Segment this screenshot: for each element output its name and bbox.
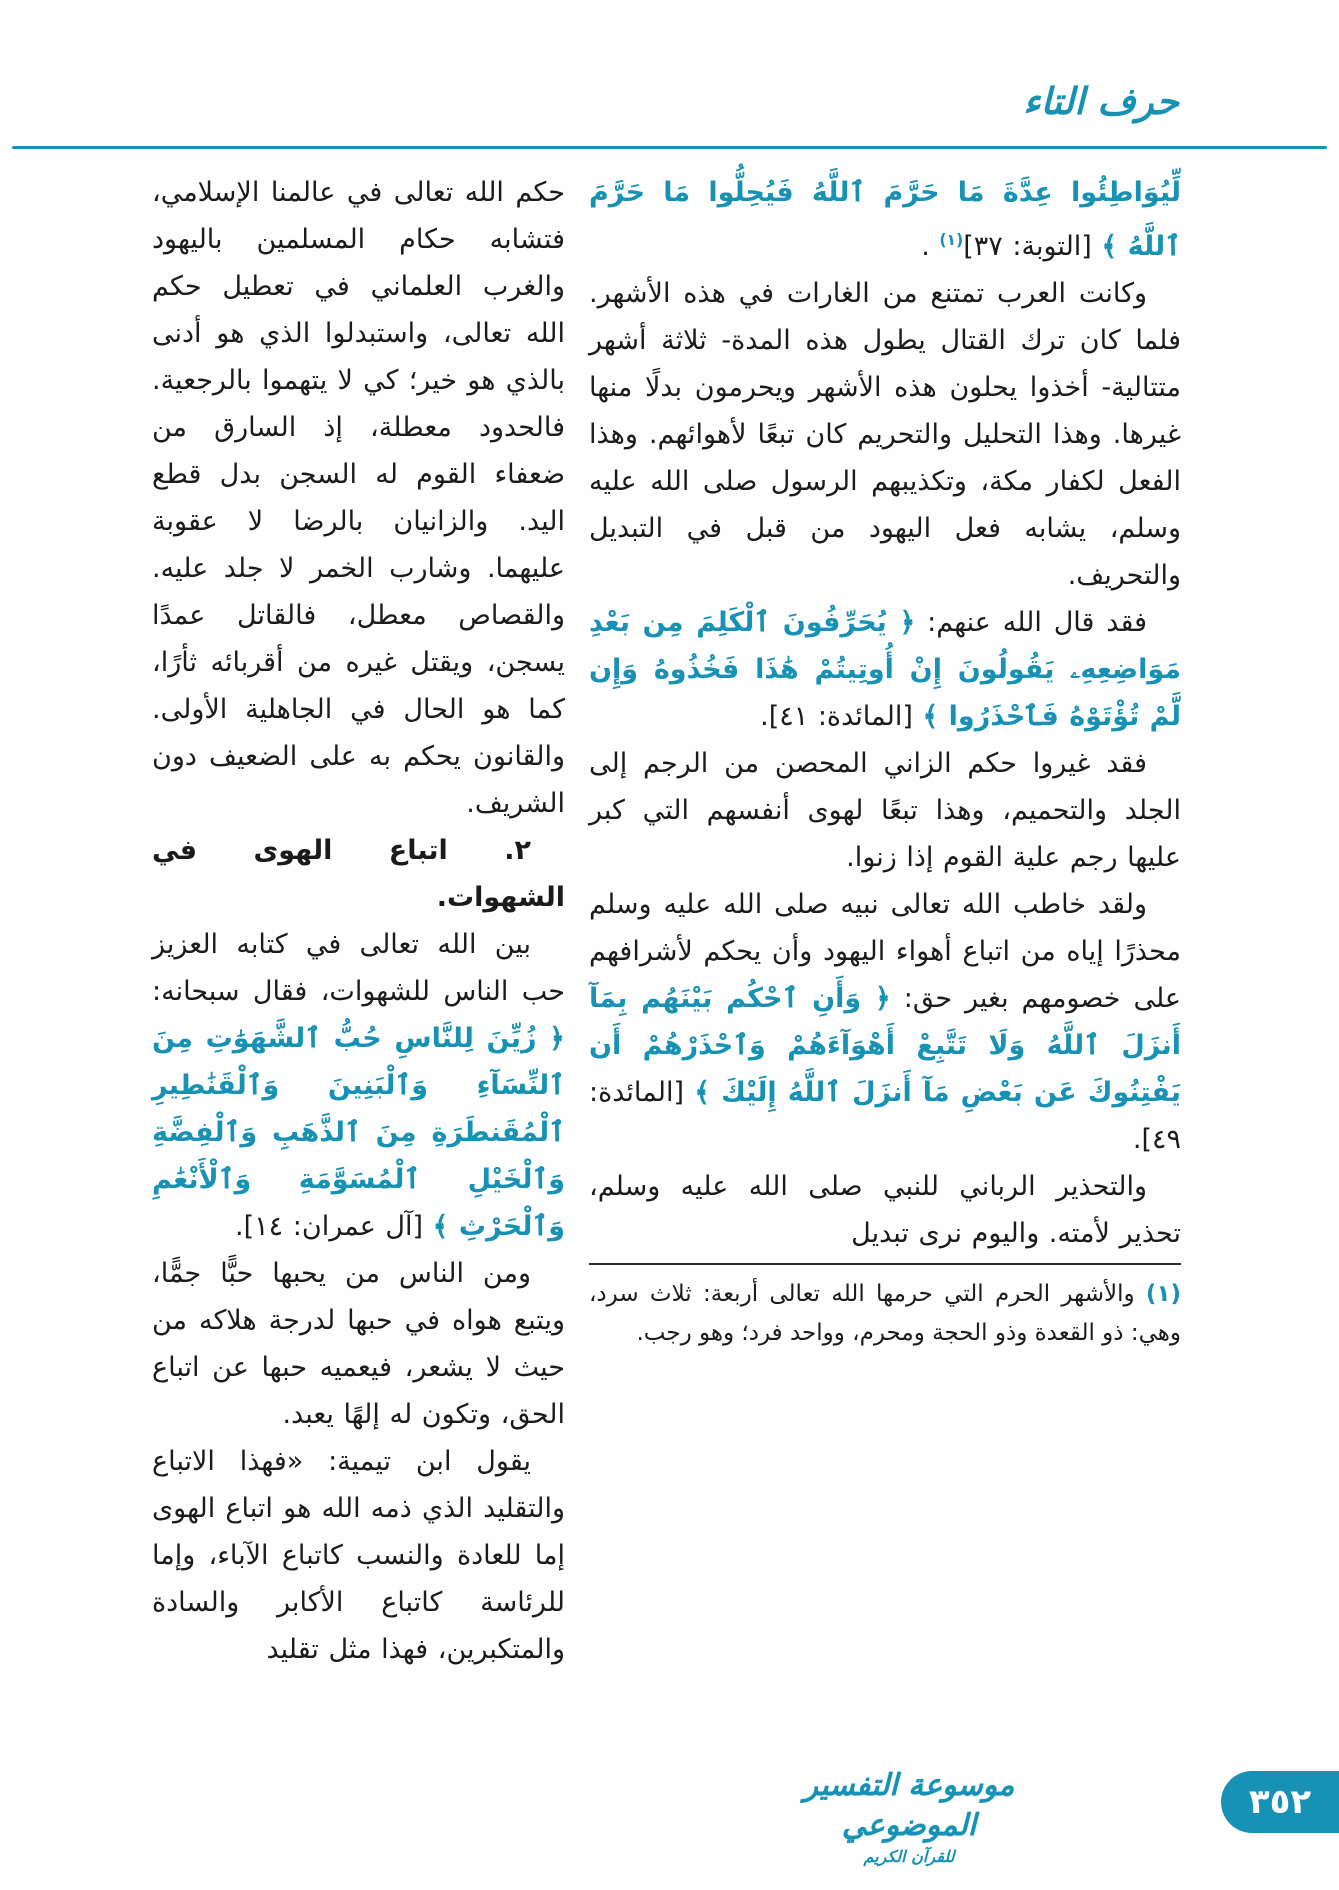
paragraph [589,1163,1181,1257]
header-divider-rule [12,146,1327,149]
footnote [589,1263,1181,1353]
verse-reference: [آل عمران: ١٤]. [235,1211,433,1242]
column-left [152,169,565,1673]
quran-verse: ﴿ زُيِّنَ لِلنَّاسِ حُبُّ ٱلشَّهَوَٰتِ مِنَ ٱلنِّسَآءِ وَٱلْبَنِينَ وَٱلْقَنَٰطِيرِ ٱلْمُقَنطَرَةِ مِنَ ٱلذَّهَبِ وَٱلْفِضَّةِ وَٱلْخَيْلِ ٱلْمُسَوَّمَةِ وَٱلْأَنْعَٰمِ وَٱلْحَرْثِ ﴾ [152,1023,565,1242]
quran-verse: لِّيُوَاطِئُوا عِدَّةَ مَا حَرَّمَ ٱللَّهُ فَيُحِلُّوا مَا حَرَّمَ ٱللَّهُ ﴾ [589,177,1181,262]
verse-reference: [التوبة: ٣٧] [963,231,1102,262]
paragraph [589,270,1181,599]
body-text: والتحذير الرباني للنبي صلى الله عليه وسلم، تحذير لأمته. واليوم نرى تبديل [589,1171,1181,1249]
section-heading [152,827,565,921]
page-header [0,0,1339,133]
paragraph [589,599,1181,740]
paragraph [152,921,565,1250]
footnote-text: والأشهر الحرم التي حرمها الله تعالى أربعة: ثلاث سرد، وهي: ذو القعدة وذو الحجة ومحرم، وواحد فرد؛ وهو رجب. [589,1281,1181,1346]
body-text: ولقد خاطب الله تعالى نبيه صلى الله عليه وسلم محذرًا إياه من اتباع أهواء اليهود وأن يحكم لأشرافهم على خصومهم بغير حق: [589,889,1182,1014]
publisher-logo [779,1766,1039,1868]
body-text: ومن الناس من يحبها حبًّا جمًّا، ويتبع هواه في حبها لدرجة هلاكه من حيث لا يشعر، فيعميه حبها عن اتباع الحق، وتكون له إلهًا يعبد. [152,1258,565,1430]
text-body [0,133,1339,1673]
page-number: ٣٥٢ [1248,1782,1312,1822]
footnote-ref-sup: (١) [939,230,964,249]
paragraph [589,169,1181,270]
verse-reference: [المائدة: ٤١]. [760,701,923,732]
column-right [589,169,1181,1353]
page-number-pill [1221,1771,1339,1833]
body-text: يقول ابن تيمية: «فهذا الاتباع والتقليد الذي ذمه الله هو اتباع الهوى إما للعادة والنسب كاتباع الآباء، وإما للرئاسة كاتباع الأكابر والسادة والمتكبرين، فهذا مثل تقليد [152,1446,565,1665]
body-text: وكانت العرب تمتنع من الغارات في هذه الأشهر. فلما كان ترك القتال يطول هذه المدة- ثلاثة أشهر متتالية- أخذوا يحلون هذه الأشهر ويحرمون بدلًا منها غيرها. وهذا التحليل والتحريم كان تبعًا لأهوائهم. وهذا الفعل لكفار مكة، وتكذيبهم الرسول صلى الله عليه وسلم، يشابه فعل اليهود من قبل في التبديل والتحريف. [589,278,1181,591]
chapter-title: حرف التاء [1023,80,1179,123]
body-text: فقد قال الله عنهم: [915,607,1148,638]
body-text: ٢. اتباع الهوى في الشهوات. [152,835,565,913]
paragraph [152,1438,565,1673]
quran-verse: ﴿ وَأَنِ ٱحْكُم بَيْنَهُم بِمَآ أَنزَلَ ٱللَّهُ وَلَا تَتَّبِعْ أَهْوَآءَهُمْ وَٱحْذَرْهُمْ أَن يَفْتِنُوكَ عَن بَعْضِ مَآ أَنزَلَ ٱللَّهُ إِلَيْكَ ﴾ [589,983,1181,1108]
body-text: . [921,231,940,262]
body-text: بين الله تعالى في كتابه العزيز حب الناس للشهوات، فقال سبحانه: [152,929,565,1007]
paragraph [152,169,565,827]
footnote-marker: (١) [1145,1281,1181,1307]
quran-verse: ﴿ يُحَرِّفُونَ ٱلْكَلِمَ مِن بَعْدِ مَوَاضِعِهِۦ يَقُولُونَ إِنْ أُوتِيتُمْ هَٰذَا فَخُذُوهُ وَإِن لَّمْ تُؤْتَوْهُ فَٱحْذَرُوا ﴾ [589,607,1181,732]
paragraph [152,1250,565,1438]
paragraph [589,881,1181,1163]
verse-reference: [المائدة: ٤٩]. [589,1077,1181,1155]
paragraph [589,740,1181,881]
body-text: حكم الله تعالى في عالمنا الإسلامي، فتشابه حكام المسلمين باليهود والغرب العلماني في تعطيل حكم الله تعالى، واستبدلوا الذي هو أدنى بالذي هو خير؛ كي لا يتهموا بالرجعية. فالحدود معطلة، إذ السارق من ضعفاء القوم له السجن بدل قطع اليد. والزانيان بالرضا لا عقوبة عليهما. وشارب الخمر لا جلد عليه. والقصاص معطل، فالقاتل عمدًا يسجن، ويقتل غيره من أقربائه ثأرًا، كما هو الحال في الجاهلية الأولى. والقانون يحكم به على الضعيف دون الشريف. [152,177,565,819]
publisher-logo-line2: للقرآن الكريم [863,1847,955,1866]
publisher-logo-line1: موسوعة التفسير الموضوعي [803,1768,1015,1843]
body-text: فقد غيروا حكم الزاني المحصن من الرجم إلى الجلد والتحميم، وهذا تبعًا لهوى أنفسهم التي كبر عليها رجم علية القوم إذا زنوا. [589,748,1181,873]
